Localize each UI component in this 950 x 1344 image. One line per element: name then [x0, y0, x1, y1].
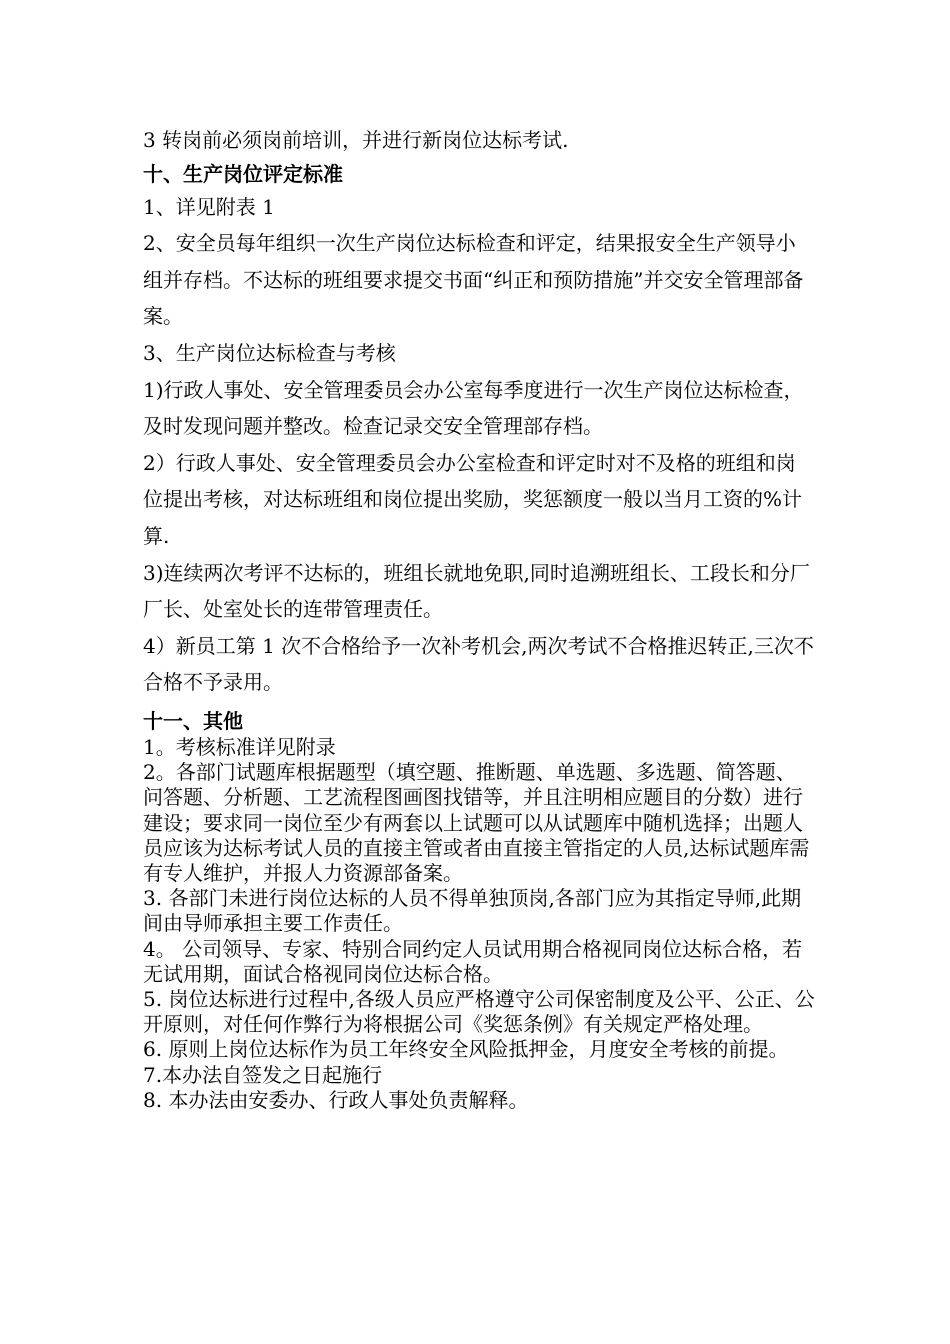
section-11-item-4: 4。 公司领导、专家、特别合同约定人员试用期合格视同岗位达标合格，若无试用期，面试合格视同岗位达标合格。 [143, 936, 803, 986]
section-11-item-5: 5. 岗位达标进行过程中,各级人员应严格遵守公司保密制度及公平、公正、公开原则，对任何作弊行为将根据公司《奖惩条例》有关规定严格处理。 [143, 986, 815, 1037]
section-10-item-1: 1、详见附表 1 [143, 194, 275, 219]
section-10-item-3: 3、生产岗位达标检查与考核 [143, 340, 396, 365]
section-11-item-6: 6. 原则上岗位达标作为员工年终安全风险抵押金，月度安全考核的前提。 [143, 1037, 789, 1062]
document-body [143, 122, 815, 1113]
section-10 [143, 122, 815, 701]
section-11-title: 十一、其他 [143, 708, 243, 733]
section-10-item-2: 2、安全员每年组织一次生产岗位达标检查和评定，结果报安全生产领导小组并存档。不达标的班组要求提交书面“纠正和预防措施”并交安全管理部备案。 [143, 231, 804, 329]
section-11-item-7: 7.本办法自签发之日起施行 [143, 1062, 383, 1087]
section-11-item-2: 2。各部门试题库根据题型（填空题、推断题、单选题、多选题、简答题、问答题、分析题、工艺流程图画图找错等，并且注明相应题目的分数）进行建设；要求同一岗位至少有两套以上试题可以从试题库中随机选择；出题人员应该为达标考试人员的直接主管或者由直接主管指定的人员,达标试题库需有专人维护，并报人力资源部备案。 [143, 760, 810, 885]
section-10-subitem-1: 1)行政人事处、安全管理委员会办公室每季度进行一次生产岗位达标检查，及时发现问题并整改。检查记录交安全管理部存档。 [143, 377, 804, 439]
section-11-item-1: 1。考核标准详见附录 [143, 734, 336, 759]
section-11-item-3: 3. 各部门未进行岗位达标的人员不得单独顶岗,各部门应为其指定导师,此期间由导师承担主要工作责任。 [143, 886, 802, 936]
section-10-subitem-3: 3)连续两次考评不达标的，班组长就地免职,同时追溯班组长、工段长和分厂厂长、处室处长的连带管理责任。 [143, 560, 810, 622]
paragraph-transfer-training: 3 转岗前必须岗前培训，并进行新岗位达标考试. [143, 128, 569, 152]
section-11 [143, 707, 815, 1113]
section-11-item-8: 8. 本办法由安委办、行政人事处负责解释。 [143, 1087, 529, 1112]
section-10-title: 十、生产岗位评定标准 [143, 161, 343, 186]
section-10-subitem-2: 2）行政人事处、安全管理委员会办公室检查和评定时对不及格的班组和岗位提出考核，对达标班组和岗位提出奖励，奖惩额度一般以当月工资的%计算. [143, 450, 803, 548]
section-10-subitem-4: 4）新员工第 1 次不合格给予一次补考机会,两次考试不合格推迟转正,三次不合格不予录用。 [143, 633, 814, 695]
